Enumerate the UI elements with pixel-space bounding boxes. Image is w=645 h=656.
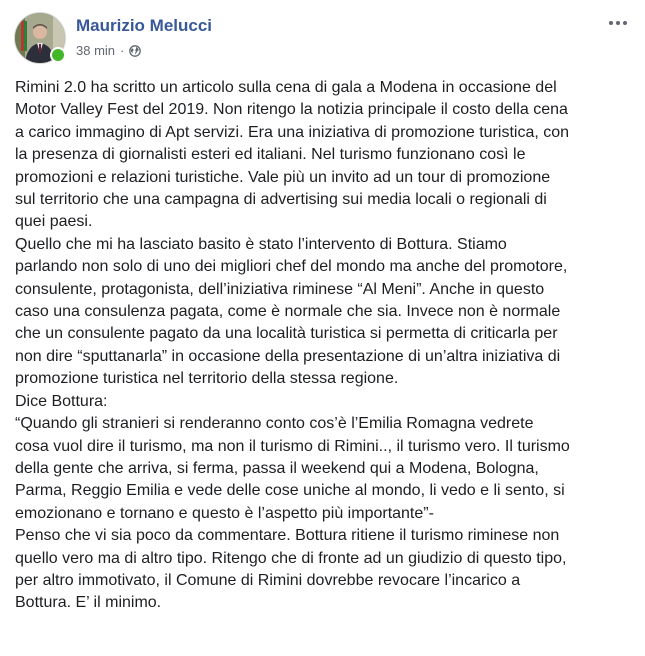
- post-line: promozione turistica nel territorio della stessa regione.: [15, 370, 399, 388]
- online-status-indicator: [50, 47, 66, 63]
- post-meta: [76, 43, 141, 58]
- post-line: la presenza di giornalisti esteri ed italiani. Nel turismo funzionano così le: [15, 146, 526, 164]
- post-line: per altro immotivato, il Comune di Rimini dovrebbe revocare l’incarico a: [15, 571, 521, 589]
- post-body: [15, 77, 639, 615]
- post-header: [14, 12, 631, 64]
- globe-icon[interactable]: [129, 45, 141, 57]
- author-avatar[interactable]: [14, 12, 66, 64]
- post-line: “Quando gli stranieri si renderanno conto cos’è l’Emilia Romagna vedrete: [15, 415, 534, 433]
- post-line: Bottura. E’ il minimo.: [15, 594, 162, 612]
- post-line: a carico immagino di Apt servizi. Era una iniziativa di promozione turistica, con: [15, 123, 570, 141]
- post-line: che un consulente pagato da una località turistica si permetta di criticarla per: [15, 325, 558, 343]
- author-name[interactable]: Maurizio Melucci: [76, 16, 213, 35]
- post-line: emozionano e tornano e questo è l’aspetto più importante”-: [15, 504, 434, 522]
- post-line: caso una consulenza pagata, come è normale che sia. Invece non è normale: [15, 303, 561, 321]
- post-line: quello vero ma di altro tipo. Ritengo che di fronte ad un giudizio di questo tipo,: [15, 549, 567, 567]
- post-line: quei paesi.: [15, 213, 93, 231]
- post-line: Dice Bottura:: [15, 392, 108, 410]
- post-line: Quello che mi ha lasciato basito è stato l’intervento di Bottura. Stiamo: [15, 235, 507, 253]
- meta-separator: ·: [120, 43, 125, 58]
- post-line: parlando non solo di uno dei migliori chef del mondo ma anche del promotore,: [15, 258, 568, 276]
- more-options-icon[interactable]: [607, 14, 629, 32]
- post-line: della gente che arriva, si ferma, passa il weekend qui a Modena, Bologna,: [15, 459, 539, 477]
- post-line: Penso che vi sia poco da commentare. Bottura ritiene il turismo riminese non: [15, 527, 560, 545]
- post-line: non dire “sputtanarla” in occasione della presentazione di un’altra iniziativa di: [15, 347, 561, 365]
- post-line: Rimini 2.0 ha scritto un articolo sulla cena di gala a Modena in occasione del: [15, 79, 557, 96]
- post-line: Motor Valley Fest del 2019. Non ritengo la notizia principale il costo della cena: [15, 101, 568, 119]
- post-line: Parma, Reggio Emilia e vede delle cose uniche al mondo, li vedo e li sento, si: [15, 482, 565, 500]
- post-line: cosa vuol dire il turismo, ma non il turismo di Rimini.., il turismo vero. Il turismo: [15, 437, 570, 455]
- post-line: consulente, protagonista, dell’iniziativa riminese “Al Meni”. Anche in questo: [15, 280, 545, 298]
- post-line: sul territorio che una campagna di advertising sui media locali o regionali di: [15, 191, 547, 209]
- post-line: promozioni e relazioni turistiche. Vale più un invito ad un tour di promozione: [15, 168, 551, 186]
- post-timestamp[interactable]: 38 min: [76, 43, 116, 58]
